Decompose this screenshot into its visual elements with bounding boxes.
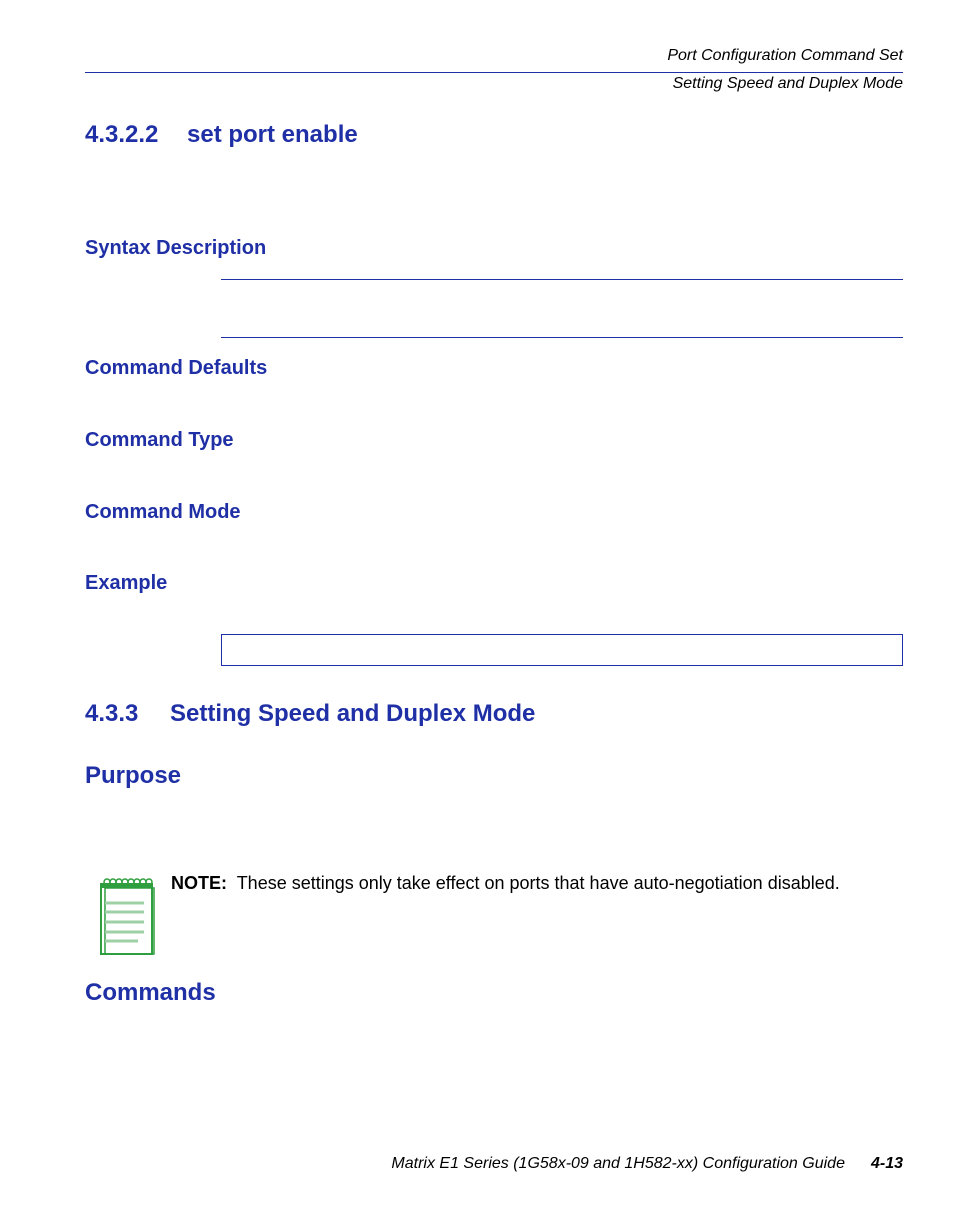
command-defaults-heading: Command Defaults bbox=[85, 357, 268, 379]
section-4322-number: 4.3.2.2 bbox=[85, 121, 159, 148]
section-4322-title: set port enable bbox=[187, 121, 358, 148]
commands-heading: Commands bbox=[85, 979, 216, 1006]
syntax-description-heading: Syntax Description bbox=[85, 237, 267, 259]
syntax-table-top-rule bbox=[221, 279, 903, 280]
section-433-number: 4.3.3 bbox=[85, 700, 139, 727]
page-footer bbox=[391, 1155, 903, 1173]
footer-guide-title: Matrix E1 Series (1G58x-09 and 1H582-xx) Configuration Guide bbox=[391, 1155, 845, 1172]
section-433-title: Setting Speed and Duplex Mode bbox=[170, 700, 536, 727]
page-number: 4-13 bbox=[870, 1155, 903, 1172]
header-rule bbox=[85, 72, 903, 73]
running-header-section: Setting Speed and Duplex Mode bbox=[672, 75, 903, 92]
note-label: NOTE: bbox=[171, 873, 227, 893]
purpose-heading: Purpose bbox=[85, 762, 182, 789]
example-code-box bbox=[221, 634, 903, 666]
command-type-heading: Command Type bbox=[85, 429, 234, 451]
syntax-table-bottom-rule bbox=[221, 337, 903, 338]
command-mode-heading: Command Mode bbox=[85, 501, 241, 523]
note-body: These settings only take effect on ports that have auto-negotiation disabled. bbox=[236, 873, 840, 893]
note-text bbox=[171, 873, 840, 894]
notepad-icon bbox=[98, 874, 158, 958]
example-heading: Example bbox=[85, 572, 168, 594]
running-header-chapter: Port Configuration Command Set bbox=[667, 47, 903, 64]
